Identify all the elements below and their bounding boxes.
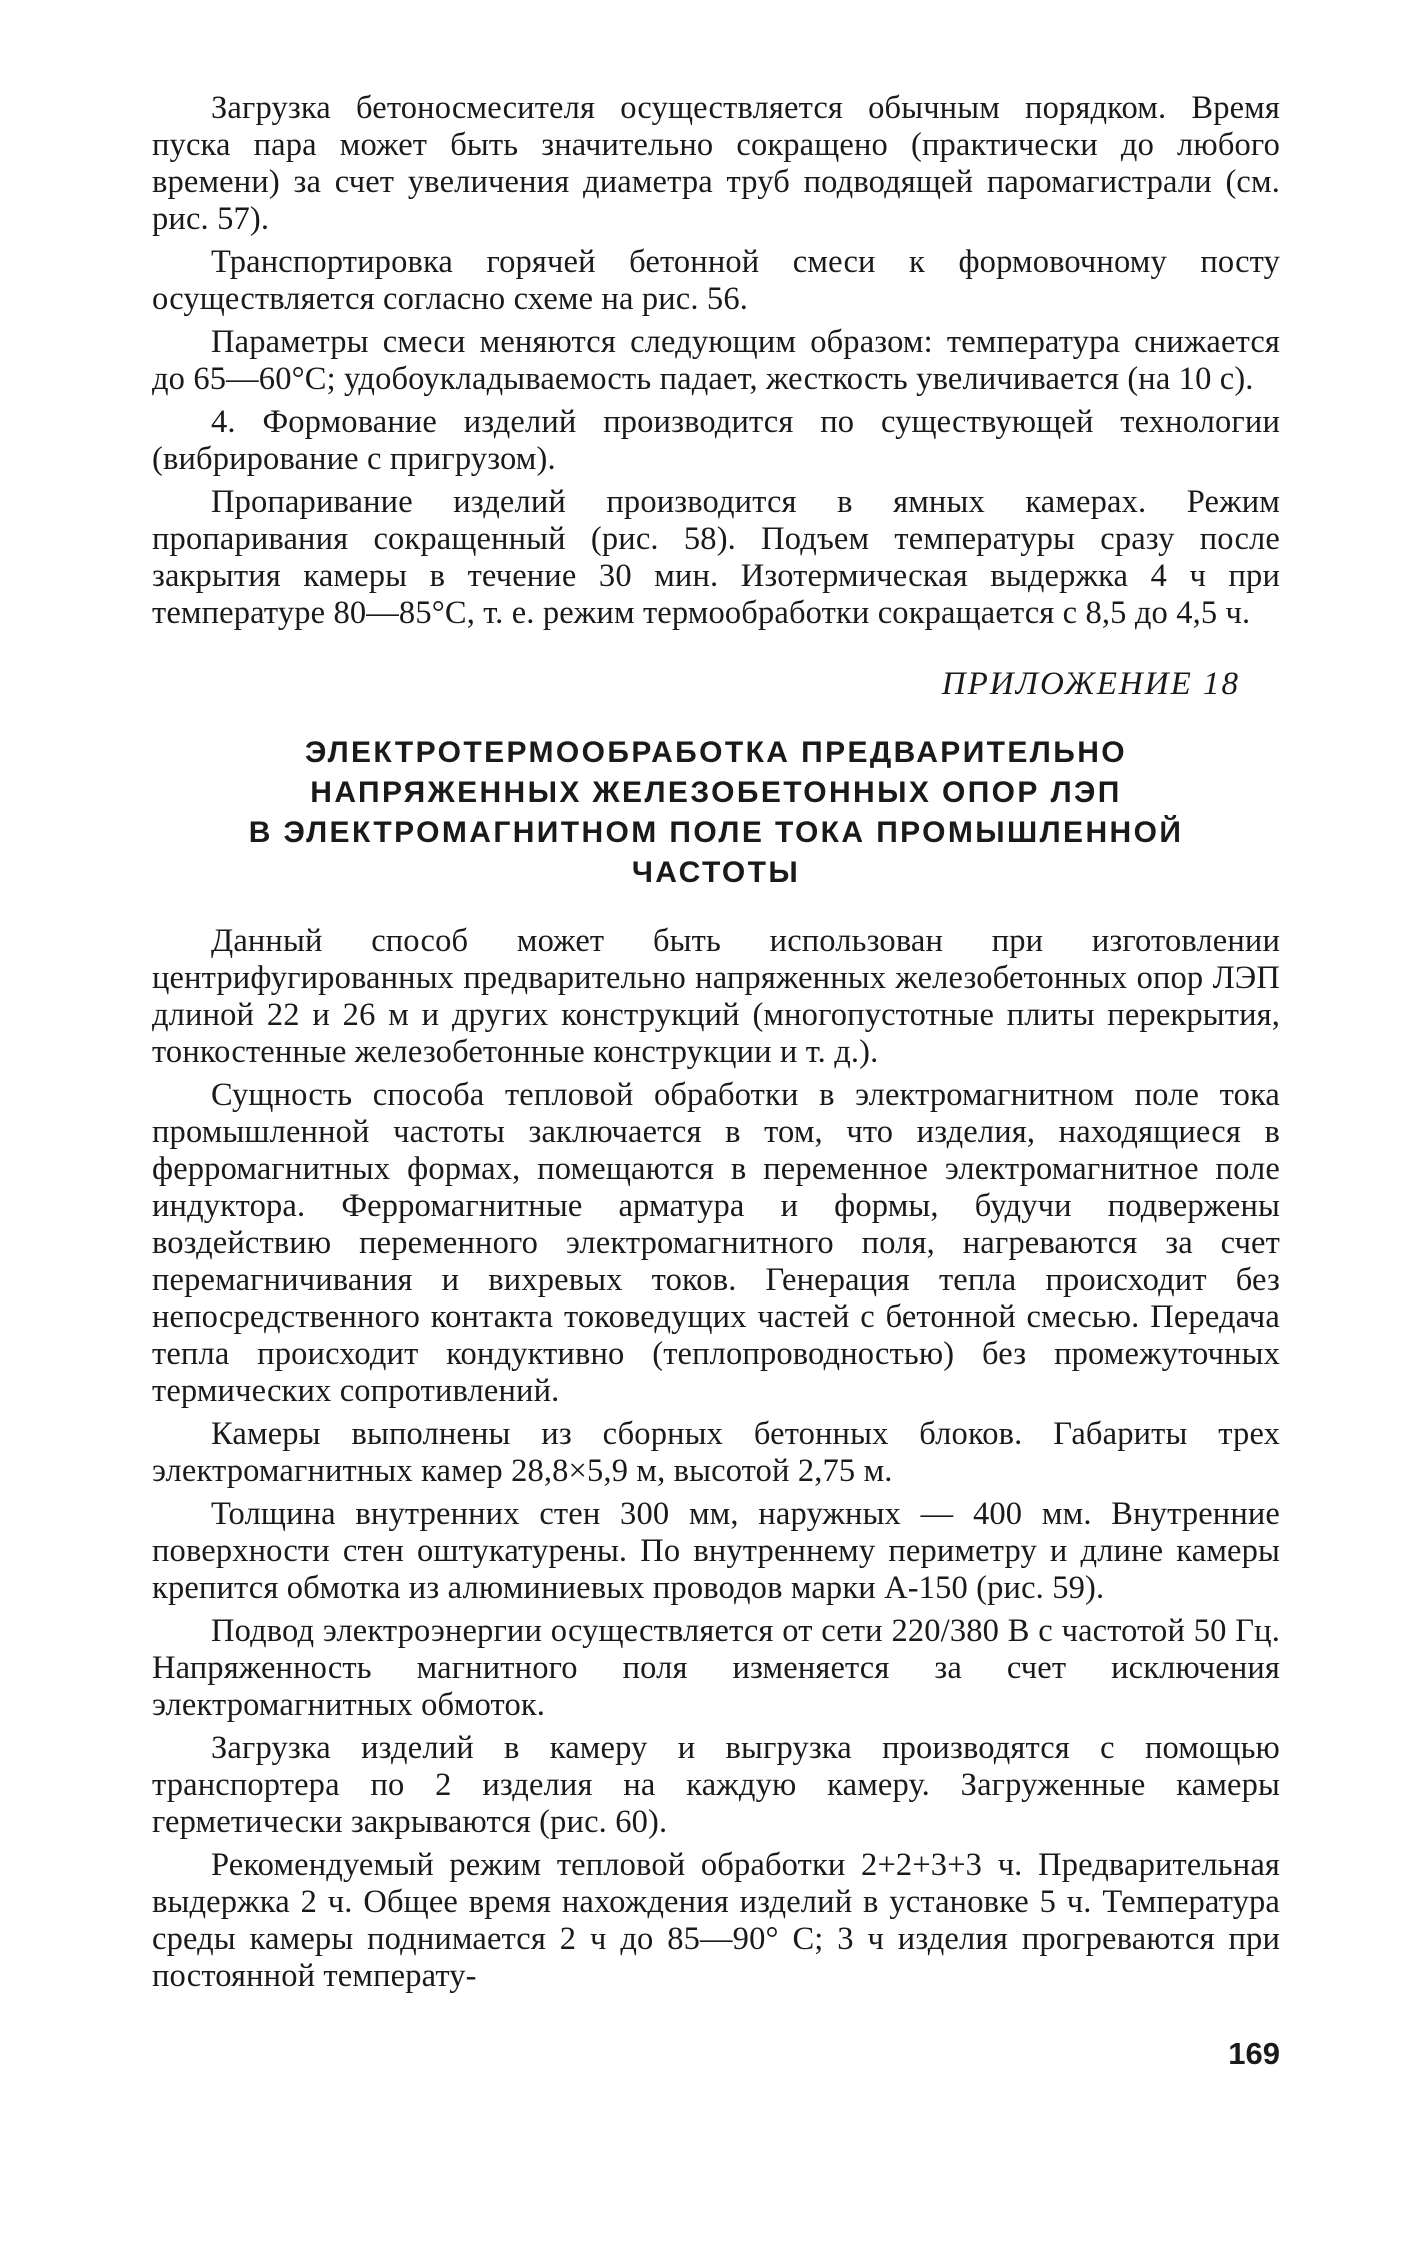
body-paragraph: Камеры выполнены из сборных бетонных блоков. Габариты трех электромагнитных камер 28,8×5,9 м, высотой 2,75 м. <box>152 1416 1280 1489</box>
section-title-line: В ЭЛЕКТРОМАГНИТНОМ ПОЛЕ ТОКА ПРОМЫШЛЕННОЙ <box>248 816 1184 849</box>
section-title-line: НАПРЯЖЕННЫХ ЖЕЛЕЗОБЕТОННЫХ ОПОР ЛЭП <box>310 776 1122 809</box>
intro-section <box>152 90 1280 632</box>
page-number: 169 <box>1228 2036 1280 2071</box>
body-paragraph: Сущность способа тепловой обработки в электромагнитном поле тока промышленной частоты заключается в том, что изделия, находящиеся в ферромагнитных формах, помещаются в переменное электромагнитное поле индуктора. Ферромагнитные арматура и формы, будучи подвержены воздействию переменного электромагнитного поля, нагреваются за счет перемагничивания и вихревых токов. Генерация тепла происходит без непосредственного контакта токоведущих частей с бетонной смесью. Передача тепла происходит кондуктивно (теплопроводностью) без промежуточных термических сопротивлений. <box>152 1077 1280 1409</box>
section-title-line: ЭЛЕКТРОТЕРМООБРАБОТКА ПРЕДВАРИТЕЛЬНО <box>304 736 1128 769</box>
section-title-line: ЧАСТОТЫ <box>631 856 801 889</box>
body-paragraph: Данный способ может быть использован при изготовлении центрифугированных предварительно напряженных железобетонных опор ЛЭП длиной 22 и 26 м и других конструкций (многопустотные плиты перекрытия, тонкостенные железобетонные конструкции и т. д.). <box>152 923 1280 1070</box>
intro-paragraph: Загрузка бетоносмесителя осуществляется обычным порядком. Время пуска пара может быть значительно сокращено (практически до любого времени) за счет увеличения диаметра труб подводящей паромагистрали (см. рис. 57). <box>152 90 1280 237</box>
body-paragraph: Подвод электроэнергии осуществляется от сети 220/380 В с частотой 50 Гц. Напряженность магнитного поля изменяется за счет исключения электромагнитных обмоток. <box>152 1613 1280 1723</box>
body-paragraph: Рекомендуемый режим тепловой обработки 2+2+3+3 ч. Предварительная выдержка 2 ч. Общее время нахождения изделий в установке 5 ч. Температура среды камеры поднимается 2 ч до 85—90° С; 3 ч изделия прогреваются при постоянной температу- <box>152 1847 1280 1994</box>
section-title <box>152 733 1280 893</box>
body-paragraph: Загрузка изделий в камеру и выгрузка производятся с помощью транспортера по 2 изделия на каждую камеру. Загруженные камеры герметически закрываются (рис. 60). <box>152 1730 1280 1840</box>
intro-paragraph: Транспортировка горячей бетонной смеси к формовочному посту осуществляется согласно схеме на рис. 56. <box>152 244 1280 317</box>
body-paragraph: Толщина внутренних стен 300 мм, наружных — 400 мм. Внутренние поверхности стен оштукатурены. По внутреннему периметру и длине камеры крепится обмотка из алюминиевых проводов марки А-150 (рис. 59). <box>152 1496 1280 1606</box>
page-content <box>152 90 1280 2001</box>
appendix-label: ПРИЛОЖЕНИЕ 18 <box>941 666 1240 702</box>
intro-paragraph: Параметры смеси меняются следующим образом: температура снижается до 65—60°С; удобоукладываемость падает, жесткость увеличивается (на 10 с). <box>152 324 1280 397</box>
intro-paragraph: 4. Формование изделий производится по существующей технологии (вибрирование с пригрузом). <box>152 404 1280 477</box>
intro-paragraph: Пропаривание изделий производится в ямных камерах. Режим пропаривания сокращенный (рис. 58). Подъем температуры сразу после закрытия камеры в течение 30 мин. Изотермическая выдержка 4 ч при температуре 80—85°С, т. е. режим термообработки сокращается с 8,5 до 4,5 ч. <box>152 484 1280 631</box>
body-section <box>152 923 1280 1995</box>
